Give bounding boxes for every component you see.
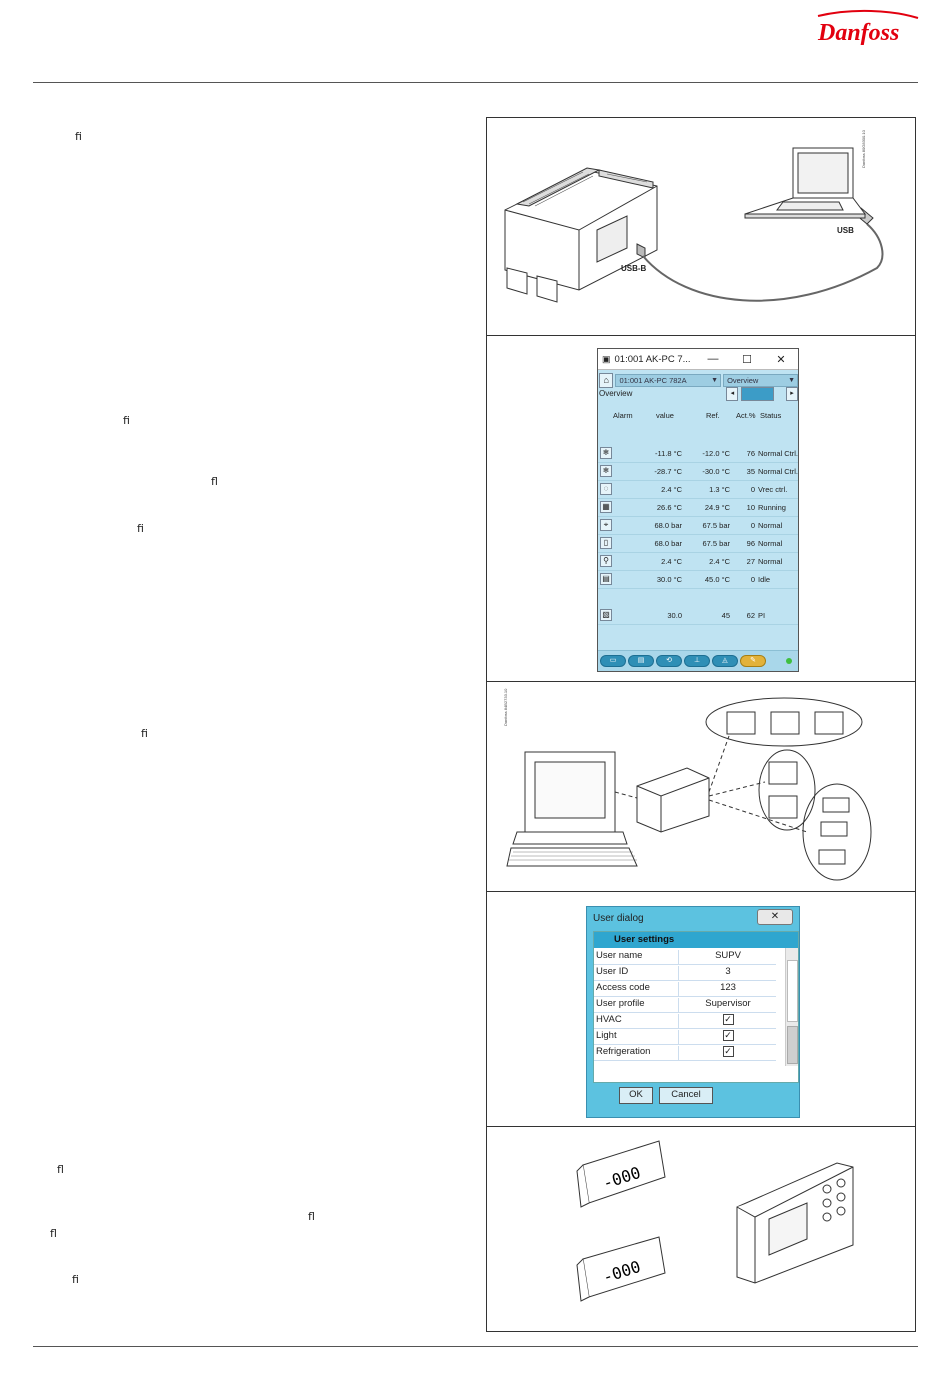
field-label: User name: [596, 950, 643, 961]
field-checkbox[interactable]: [678, 1046, 777, 1060]
cell-ref: 24.9 °C: [704, 503, 730, 512]
app-window: [597, 348, 799, 672]
row-icon[interactable]: ⌖: [600, 519, 612, 531]
field-label: Light: [596, 1030, 617, 1041]
row-icon[interactable]: ❄: [600, 465, 612, 477]
figure-displays: [486, 1126, 916, 1332]
usb-b-label: USB-B: [621, 264, 647, 273]
display-units-illustration: [487, 1127, 915, 1331]
text-fragment: ﬂ: [211, 475, 218, 488]
settings-table: [593, 931, 799, 1083]
table-row[interactable]: [598, 607, 798, 625]
figure-software-overview: [486, 335, 916, 681]
cell-status: Running: [758, 503, 786, 512]
text-fragment: ﬁ: [137, 522, 144, 535]
figure-usb-connection: [486, 117, 916, 335]
device-select-value: 01:001 AK-PC 782A: [619, 375, 687, 385]
user-dialog: [586, 906, 800, 1118]
alarm-tab-icon[interactable]: ◬: [712, 655, 738, 667]
cell-act: 96: [746, 539, 755, 548]
cell-value: 26.6 °C: [656, 503, 682, 512]
cell-status: Normal Ctrl.: [758, 467, 799, 476]
cell-act: 0: [750, 485, 755, 494]
field-label: Refrigeration: [596, 1046, 651, 1057]
cell-act: 35: [746, 467, 755, 476]
col-status: Status: [760, 411, 782, 420]
field-row: [594, 996, 776, 1013]
minimize-button[interactable]: —: [707, 353, 719, 365]
table-row[interactable]: [598, 553, 798, 571]
app-icon: ▣: [602, 353, 611, 364]
figure-network: [486, 681, 916, 891]
ok-button[interactable]: OK: [619, 1087, 653, 1104]
cell-status: Normal Ctrl.: [758, 449, 799, 458]
cell-value: 2.4 °C: [661, 557, 682, 566]
overview-tab-icon[interactable]: ▭: [600, 655, 626, 667]
section-title: Overview: [599, 389, 633, 398]
checkbox[interactable]: ✓: [724, 1030, 732, 1040]
cell-value: -28.7 °C: [654, 467, 682, 476]
close-button[interactable]: ✕: [757, 909, 793, 925]
bottom-toolbar: [598, 650, 798, 671]
text-fragment: ﬁ: [123, 414, 130, 427]
view-select[interactable]: [723, 374, 798, 387]
cell-value: -11.8 °C: [654, 449, 682, 458]
cell-status: Normal: [758, 521, 783, 530]
section-header: User settings: [594, 932, 798, 948]
danfoss-logo: [812, 6, 922, 50]
cell-value: 30.0 °C: [656, 575, 682, 584]
home-icon[interactable]: ⌂: [599, 373, 613, 388]
row-icon[interactable]: ▯: [600, 537, 612, 549]
table-row[interactable]: [598, 463, 798, 481]
cell-value: 30.0: [667, 611, 682, 620]
status-indicator: [786, 658, 792, 664]
cell-ref: 67.5 bar: [702, 539, 730, 548]
usb-label: USB: [837, 226, 854, 235]
details-tab-icon[interactable]: ▤: [628, 655, 654, 667]
text-fragment: ﬁ: [72, 1273, 79, 1286]
row-icon[interactable]: ◌: [600, 483, 612, 495]
text-fragment: ﬁ: [141, 727, 148, 740]
field-value[interactable]: Supervisor: [678, 998, 777, 1012]
cell-status: Vrec ctrl.: [758, 485, 788, 494]
checkbox[interactable]: ✓: [724, 1014, 732, 1024]
cell-ref: 67.5 bar: [702, 521, 730, 530]
next-page-button[interactable]: ▸: [786, 387, 798, 401]
cell-act: 0: [750, 575, 755, 584]
table-row[interactable]: [598, 499, 798, 517]
cell-value: 2.4 °C: [661, 485, 682, 494]
window-titlebar: [598, 349, 798, 370]
col-value: value: [656, 411, 674, 420]
cell-ref: 45: [721, 611, 730, 620]
field-row: [594, 1044, 776, 1061]
cell-act: 62: [746, 611, 755, 620]
dialog-title: User dialog: [593, 913, 644, 924]
cell-status: PI: [758, 611, 766, 620]
table-row[interactable]: [598, 445, 798, 463]
settings-tab-icon[interactable]: ✎: [740, 655, 766, 667]
table-header: [598, 411, 798, 423]
text-fragment: ﬁ: [75, 130, 82, 143]
cell-ref: -12.0 °C: [702, 449, 730, 458]
field-row: [594, 1028, 776, 1045]
row-icon[interactable]: ▤: [600, 573, 612, 585]
footer-rule: [33, 1346, 918, 1347]
cell-act: 27: [746, 557, 755, 566]
row-icon[interactable]: ▦: [600, 501, 612, 513]
row-icon[interactable]: ▧: [600, 609, 612, 621]
field-value[interactable]: 3: [678, 966, 777, 980]
logo-text: Danfoss: [818, 20, 900, 46]
cell-act: 10: [746, 503, 755, 512]
checkbox[interactable]: ✓: [724, 1046, 732, 1056]
field-label: Access code: [596, 982, 650, 993]
field-label: HVAC: [596, 1014, 622, 1025]
field-label: User ID: [596, 966, 629, 977]
cell-ref: 45.0 °C: [704, 575, 730, 584]
field-checkbox[interactable]: [678, 1030, 777, 1044]
field-checkbox[interactable]: [678, 1014, 777, 1028]
text-fragment: ﬂ: [308, 1210, 315, 1223]
figure-code: Danfoss 84B2733.10: [503, 688, 508, 726]
field-value[interactable]: SUPV: [678, 950, 777, 964]
cell-status: Normal: [758, 539, 783, 548]
service-tab-icon[interactable]: ⟲: [656, 655, 682, 667]
table-row[interactable]: [598, 481, 798, 499]
maximize-button[interactable]: ☐: [742, 353, 752, 366]
col-alarm: Alarm: [613, 411, 633, 420]
cell-ref: 2.4 °C: [709, 557, 730, 566]
cancel-button[interactable]: Cancel: [659, 1087, 713, 1104]
field-row: [594, 1012, 776, 1029]
table-row[interactable]: [598, 571, 798, 589]
field-row: [594, 964, 776, 981]
display-b-readout: -000: [600, 1256, 643, 1287]
cell-value: 68.0 bar: [654, 539, 682, 548]
header-rule: [33, 82, 918, 83]
field-value[interactable]: 123: [678, 982, 777, 996]
view-select-value: Overview: [727, 375, 759, 385]
cell-status: Idle: [758, 575, 771, 584]
cell-act: 0: [750, 521, 755, 530]
figure-code: Danfoss 80G8300.10: [861, 130, 866, 168]
figure-user-dialog: [486, 891, 916, 1126]
text-fragment: ﬂ: [57, 1163, 64, 1176]
window-title: 01:001 AK-PC 7...: [614, 353, 691, 365]
field-label: User profile: [596, 998, 645, 1009]
device-select[interactable]: [615, 374, 721, 387]
cell-ref: -30.0 °C: [702, 467, 730, 476]
display-a-readout: -000: [600, 1162, 643, 1193]
cell-status: Normal: [758, 557, 783, 566]
page-slider[interactable]: [741, 387, 774, 401]
field-row: [594, 948, 776, 965]
cell-ref: 1.3 °C: [709, 485, 730, 494]
col-act: Act.%: [736, 411, 756, 420]
toolbar: [598, 373, 798, 387]
chevron-down-icon: ▼: [711, 376, 719, 384]
network-illustration: [487, 682, 915, 890]
prev-page-button[interactable]: ◂: [726, 387, 738, 401]
scrollbar[interactable]: [785, 948, 798, 1066]
text-fragment: ﬂ: [50, 1227, 57, 1240]
table-row[interactable]: [598, 517, 798, 535]
row-icon[interactable]: ⚲: [600, 555, 612, 567]
close-button[interactable]: ✕: [776, 353, 786, 366]
cell-act: 76: [746, 449, 755, 458]
chevron-down-icon: ▼: [788, 376, 795, 384]
row-icon[interactable]: ❄: [600, 447, 612, 459]
graph-tab-icon[interactable]: ⊥: [684, 655, 710, 667]
table-row[interactable]: [598, 535, 798, 553]
cell-value: 68.0 bar: [654, 521, 682, 530]
field-row: [594, 980, 776, 997]
col-ref: Ref.: [706, 411, 720, 420]
